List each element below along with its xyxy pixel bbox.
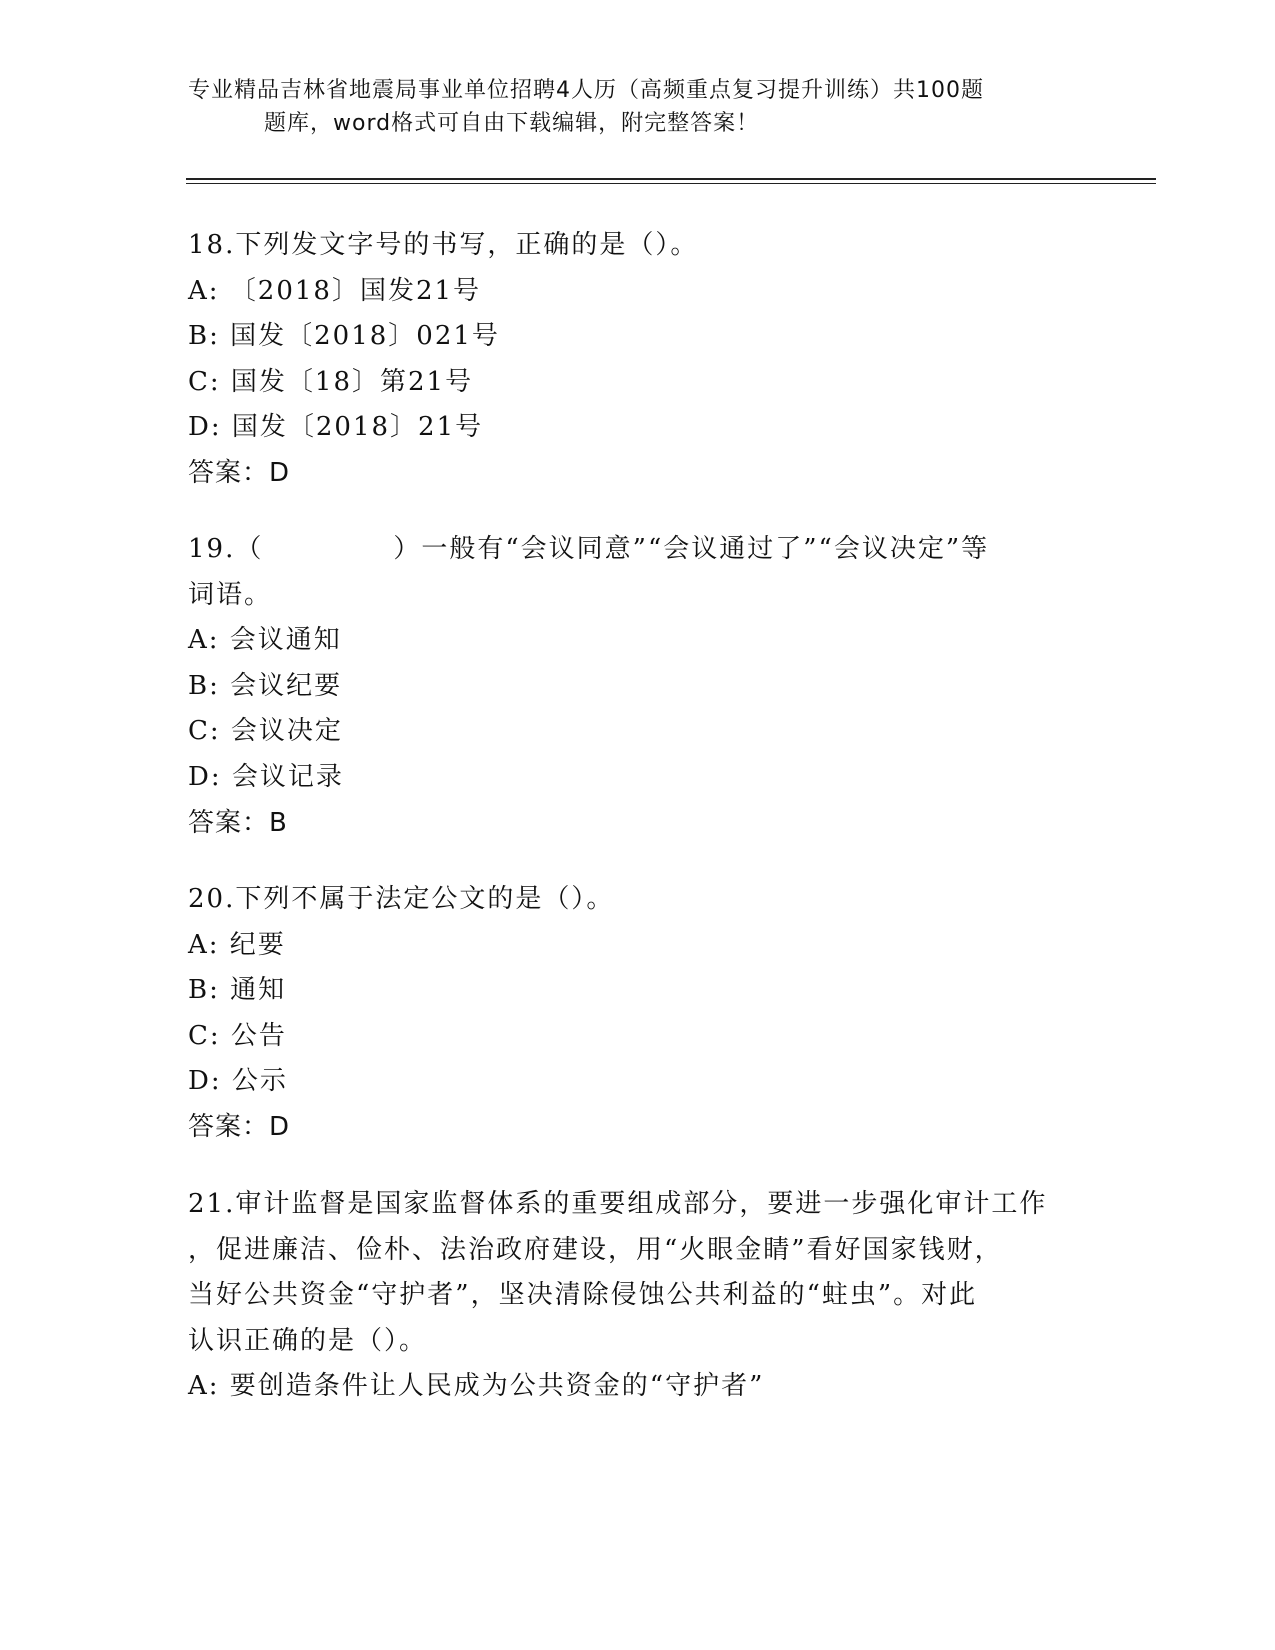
question-stem-line-2: ，促进廉洁、俭朴、法治政府建设，用“火眼金睛”看好国家钱财， — [188, 1234, 1003, 1265]
option-c: C: 公告 — [188, 1020, 287, 1051]
question-stem-line-4: 认识正确的是（）。 — [188, 1325, 428, 1356]
question-19 — [188, 527, 1088, 846]
question-stem: 18.下列发文字号的书写，正确的是（）。 — [188, 230, 699, 260]
option-d: D: 国发〔2018〕21号 — [188, 412, 484, 443]
answer: 答案：B — [188, 807, 288, 838]
answer: 答案：D — [188, 1111, 291, 1142]
option-d: D: 会议记录 — [188, 761, 344, 792]
question-stem-cont: 词语。 — [188, 579, 273, 610]
option-b: B: 通知 — [188, 975, 287, 1006]
question-stem: 20.下列不属于法定公文的是（）。 — [188, 884, 615, 914]
option-d: D: 公示 — [188, 1066, 288, 1097]
question-18 — [188, 223, 1088, 497]
document-header — [188, 74, 1068, 140]
question-stem — [188, 527, 1088, 573]
question-stem-line-3: 当好公共资金“守护者”，坚决清除侵蚀公共利益的“蛀虫”。对此 — [188, 1280, 978, 1311]
stem-start: 19.（ — [188, 534, 264, 564]
option-b: B: 会议纪要 — [188, 670, 343, 701]
header-divider-thin — [186, 183, 1156, 184]
option-a: A: 会议通知 — [188, 625, 342, 656]
header-line-2: 题库，word格式可自由下载编辑，附完整答案！ — [264, 111, 760, 136]
answer: 答案：D — [188, 457, 291, 488]
header-line-1: 专业精品吉林省地震局事业单位招聘4人历（高频重点复习提升训练）共100题 — [188, 78, 984, 103]
option-c: C: 会议决定 — [188, 716, 343, 747]
option-a: A: 要创造条件让人民成为公共资金的“守护者” — [188, 1371, 765, 1402]
question-stem-line-1: 21.审计监督是国家监督体系的重要组成部分，要进一步强化审计工作 — [188, 1189, 1048, 1219]
option-b: B: 国发〔2018〕021号 — [188, 321, 500, 352]
question-21 — [188, 1182, 1088, 1410]
option-a: A: 〔2018〕国发21号 — [188, 275, 482, 306]
header-divider — [186, 178, 1156, 180]
option-a: A: 纪要 — [188, 929, 286, 960]
question-20 — [188, 877, 1088, 1151]
stem-rest: ）一般有“会议同意”“会议通过了”“会议决定”等 — [393, 534, 990, 564]
option-c: C: 国发〔18〕第21号 — [188, 366, 474, 397]
